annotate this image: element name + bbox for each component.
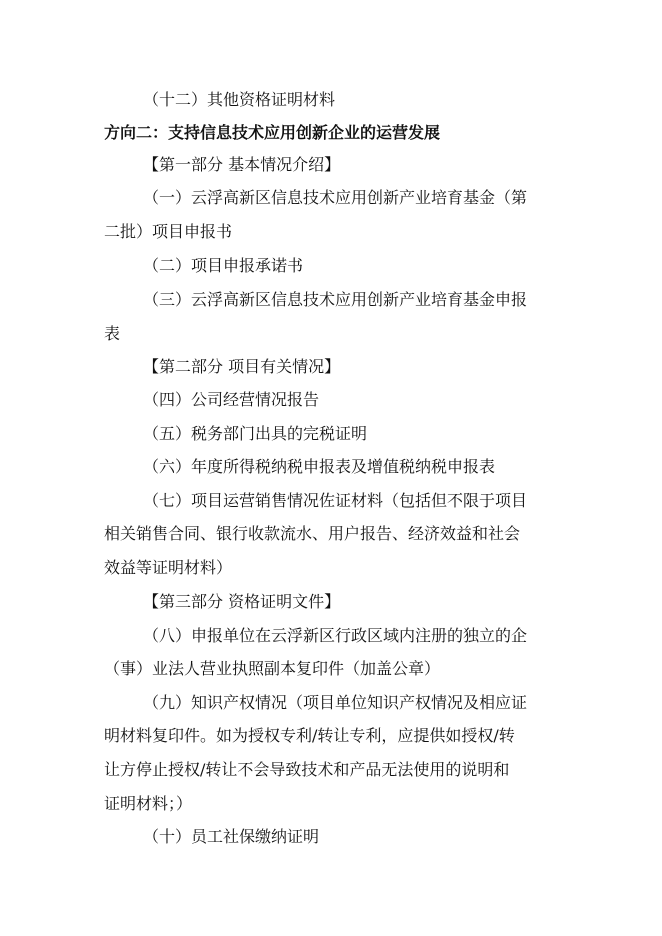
item-8-line-1: （八）申报单位在云浮新区行政区域内注册的独立的企 bbox=[143, 626, 528, 645]
item-9-line-3: 让方停止授权/转让不会导致技术和产品无法使用的说明和 bbox=[104, 760, 510, 779]
item-1-line-1: （一）云浮高新区信息技术应用创新产业培育基金（第 bbox=[143, 188, 528, 207]
item-2: （二）项目申报承诺书 bbox=[143, 256, 304, 275]
item-8-line-2: （事）业法人营业执照副本复印件（加盖公章） bbox=[104, 659, 441, 678]
item-5: （五）税务部门出具的完税证明 bbox=[143, 424, 368, 443]
item-12-other-qualification: （十二）其他资格证明材料 bbox=[143, 90, 336, 109]
item-3-line-1: （三）云浮高新区信息技术应用创新产业培育基金申报 bbox=[143, 290, 528, 309]
item-10: （十）员工社保缴纳证明 bbox=[143, 827, 320, 846]
part-three-heading: 【第三部分 资格证明文件】 bbox=[143, 592, 341, 611]
item-6: （六）年度所得税纳税申报表及增值税纳税申报表 bbox=[143, 457, 496, 476]
item-9-line-1: （九）知识产权情况（项目单位知识产权情况及相应证 bbox=[143, 693, 528, 712]
part-one-heading: 【第一部分 基本情况介绍】 bbox=[143, 155, 341, 174]
item-4: （四）公司经营情况报告 bbox=[143, 390, 320, 409]
item-1-line-2: 二批）项目申报书 bbox=[104, 222, 233, 241]
direction-two-heading: 方向二：支持信息技术应用创新企业的运营发展 bbox=[104, 123, 441, 142]
item-7-line-3: 效益等证明材料） bbox=[104, 558, 233, 577]
item-7-line-1: （七）项目运营销售情况佐证材料（包括但不限于项目 bbox=[143, 491, 528, 510]
part-two-heading: 【第二部分 项目有关情况】 bbox=[143, 357, 341, 376]
item-9-line-2: 明材料复印件。如为授权专利/转让专利，应提供如授权/转 bbox=[104, 726, 515, 745]
item-3-line-2: 表 bbox=[104, 324, 121, 343]
item-9-line-4: 证明材料；） bbox=[104, 794, 193, 813]
item-7-line-2: 相关销售合同、银行收款流水、用户报告、经济效益和社会 bbox=[104, 524, 521, 543]
